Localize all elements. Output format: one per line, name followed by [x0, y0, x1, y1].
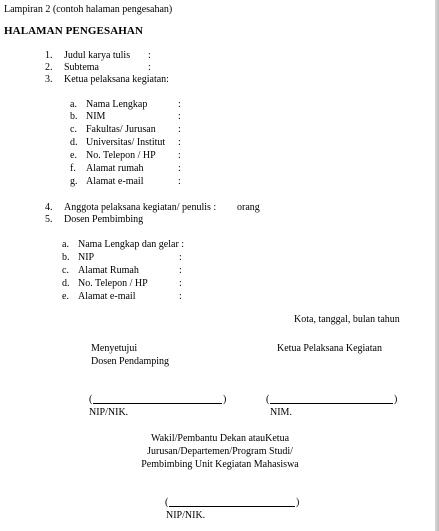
item-number: 1.: [45, 50, 53, 61]
field-letter: c.: [62, 265, 69, 276]
item-label: Judul karya tulis: [64, 50, 131, 61]
colon: :: [148, 50, 151, 61]
signature-paren-open: (: [165, 497, 169, 508]
dean-id-label: NIP/NIK.: [166, 510, 206, 521]
colon: :: [178, 124, 181, 135]
field-label: Alamat e-mail: [78, 291, 136, 302]
field-letter: c.: [70, 124, 77, 135]
item-number: 5.: [45, 214, 53, 225]
colon: :: [178, 99, 181, 110]
colon: :: [179, 291, 182, 302]
leader-role: Ketua Pelaksana Kegiatan: [277, 343, 382, 354]
colon: :: [179, 278, 182, 289]
field-label: Nama Lengkap: [86, 99, 148, 110]
field-letter: f.: [70, 163, 76, 174]
signature-paren-open: (: [266, 394, 270, 405]
field-letter: g.: [70, 176, 78, 187]
supervisor-signature-line: [93, 395, 222, 404]
leader-id-label: NIM.: [270, 407, 292, 418]
field-letter: e.: [70, 150, 77, 161]
colon: :: [178, 111, 181, 122]
dean-role-line1: Wakil/Pembantu Dekan atauKetua: [150, 433, 290, 444]
field-letter: b.: [62, 252, 70, 263]
dean-signature-line: [169, 498, 295, 507]
colon: :: [178, 163, 181, 174]
colon: :: [178, 150, 181, 161]
colon: :: [179, 265, 182, 276]
field-letter: a.: [62, 239, 69, 250]
signature-paren-close: ): [296, 497, 300, 508]
approval-label: Menyetujui: [91, 343, 138, 354]
item-number: 2.: [45, 62, 53, 73]
colon: :: [178, 137, 181, 148]
page-title: HALAMAN PENGESAHAN: [4, 25, 143, 37]
signature-paren-close: ): [223, 394, 227, 405]
field-label: Alamat Rumah: [78, 265, 139, 276]
field-label: No. Telepon / HP: [86, 150, 156, 161]
colon: :: [179, 252, 182, 263]
field-letter: b.: [70, 111, 78, 122]
dean-role-line3: Pembimbing Unit Kegiatan Mahasiswa: [141, 459, 299, 470]
colon: :: [178, 176, 181, 187]
field-label: Nama Lengkap dan gelar :: [78, 239, 185, 250]
field-label: NIP: [78, 252, 95, 263]
member-count-unit: orang: [237, 202, 260, 213]
item-label: Ketua pelaksana kegiatan:: [64, 74, 169, 85]
field-letter: d.: [70, 137, 78, 148]
item-number: 4.: [45, 202, 53, 213]
signature-paren-open: (: [89, 394, 93, 405]
field-label: No. Telepon / HP: [78, 278, 148, 289]
supervisor-role: Dosen Pendamping: [91, 356, 170, 367]
supervisor-id-label: NIP/NIK.: [89, 407, 129, 418]
item-number: 3.: [45, 74, 53, 85]
field-letter: a.: [70, 99, 77, 110]
item-label: Dosen Pembimbing: [64, 214, 144, 225]
leader-signature-line: [270, 395, 393, 404]
item-label: Subtema: [64, 62, 99, 73]
field-label: Universitas/ Institut: [86, 137, 166, 148]
page-edge-shadow: [435, 0, 439, 531]
place-date: Kota, tanggal, bulan tahun: [294, 314, 400, 325]
field-label: Fakultas/ Jurusan: [86, 124, 156, 135]
item-label: Anggota pelaksana kegiatan/ penulis :: [64, 202, 217, 213]
field-letter: d.: [62, 278, 70, 289]
signature-paren-close: ): [394, 394, 398, 405]
field-label: NIM: [86, 111, 106, 122]
colon: :: [148, 62, 151, 73]
appendix-caption: Lampiran 2 (contoh halaman pengesahan): [4, 4, 173, 15]
dean-role-line2: Jurusan/Departemen/Program Studi/: [147, 446, 293, 457]
field-label: Alamat e-mail: [86, 176, 144, 187]
field-label: Alamat rumah: [86, 163, 144, 174]
field-letter: e.: [62, 291, 69, 302]
